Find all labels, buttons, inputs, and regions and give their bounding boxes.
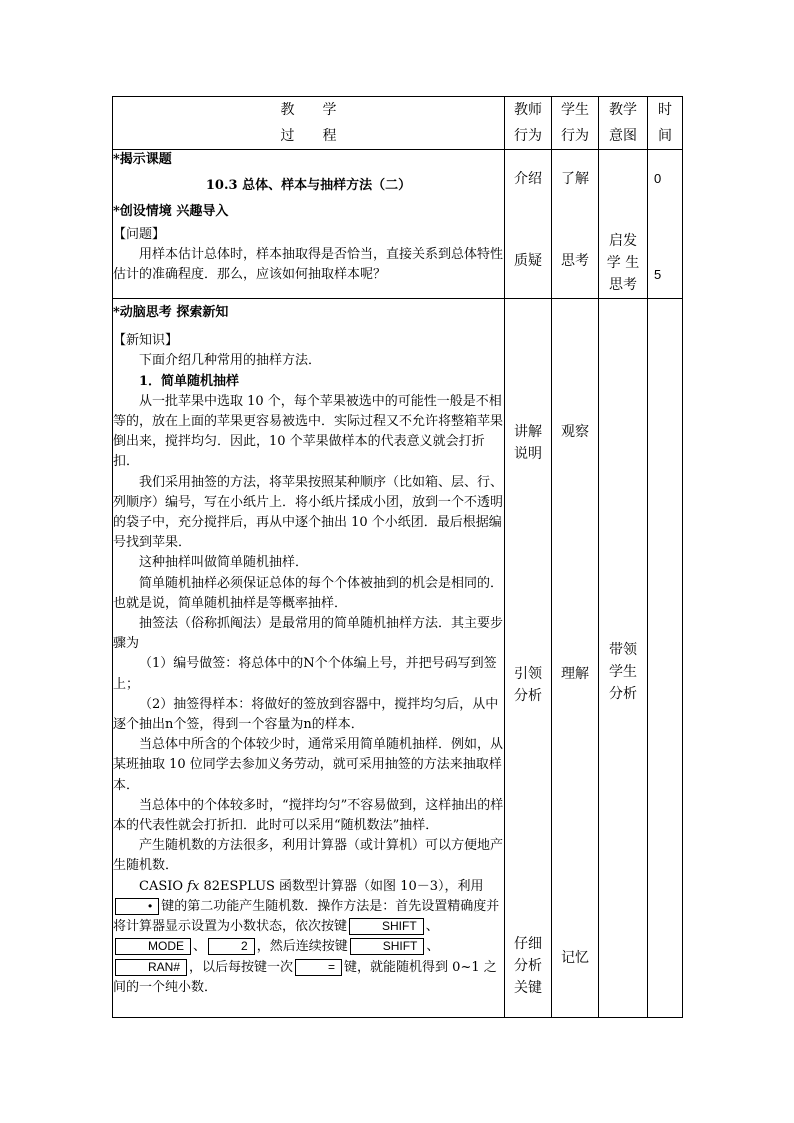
tag-explore: *动脑思考 探索新知 bbox=[113, 305, 229, 320]
teacher-question: 质疑 bbox=[514, 253, 542, 269]
calc-fx: fx bbox=[187, 878, 200, 894]
header-intent-l2: 意图 bbox=[609, 128, 637, 144]
tag-scenario: *创设情境 兴趣导入 bbox=[113, 204, 229, 220]
teacher-analyze-2: 分析 bbox=[514, 958, 542, 974]
intent-students: 学 生 bbox=[606, 255, 640, 271]
lesson-title: 10.3 总体、样本与抽样方法（二） bbox=[205, 178, 412, 194]
intro-time bbox=[648, 150, 683, 299]
calc-text-a: CASIO bbox=[139, 878, 188, 894]
para-calculator bbox=[113, 877, 504, 998]
new-time bbox=[648, 299, 683, 1018]
sep-2: 、 bbox=[193, 939, 207, 955]
calc-text-f: ，以后每按键一次 bbox=[189, 959, 294, 975]
intro-intent bbox=[599, 150, 648, 299]
teacher-key: 关键 bbox=[514, 980, 542, 996]
header-intent-l1: 教学 bbox=[609, 102, 637, 118]
intro-content bbox=[113, 150, 505, 299]
key-shift-1: SHIFT bbox=[349, 918, 424, 935]
new-knowledge-content bbox=[113, 299, 505, 1018]
teacher-careful: 仔细 bbox=[514, 936, 542, 952]
header-student-l2: 行为 bbox=[561, 128, 589, 144]
para-random-numbers: 产生随机数的方法很多，利用计算器（或计算机）可以方便地产生随机数． bbox=[113, 838, 504, 874]
new-student bbox=[552, 299, 599, 1018]
para-equal-prob: 简单随机抽样必须保证总体的每个个体被抽到的机会是相同的．也就是说，简单随机抽样是等概率抽样． bbox=[113, 575, 504, 611]
question-text: 用样本估计总体时，样本抽取得是否恰当，直接关系到总体特性估计的准确程度．那么，应该如何抽取样本呢？ bbox=[113, 246, 504, 283]
calc-text-d: 键的第二功能产生随机数．操作方法是：首先设置精确度并将计算器显示设置为小数状态，依次按键 bbox=[113, 898, 500, 935]
section-new-knowledge-row bbox=[113, 299, 683, 1018]
para-lottery: 我们采用抽签的方法，将苹果按照某种顺序（比如箱、层、行、列顺序）编号，写在小纸片上．将小纸片揉成小团，放到一个不透明的袋子中，充分搅拌后，再从中逐个抽出 10 个小纸团．最后根据编号找到苹果． bbox=[113, 474, 504, 551]
student-think: 思考 bbox=[561, 253, 589, 269]
student-comprehend: 理解 bbox=[561, 666, 589, 682]
header-student-l1: 学生 bbox=[561, 102, 589, 118]
new-knowledge-label: 【新知识】 bbox=[113, 333, 179, 349]
teacher-introduce: 介绍 bbox=[514, 171, 542, 187]
teacher-guide: 引领 bbox=[514, 666, 542, 682]
student-understand: 了解 bbox=[561, 171, 589, 187]
para-intro: 下面介绍几种常用的抽样方法． bbox=[139, 353, 322, 369]
intent-think: 思考 bbox=[609, 277, 637, 293]
new-teacher bbox=[505, 299, 552, 1018]
header-student-behavior bbox=[552, 97, 599, 150]
calc-text-e: ，然后连续按键 bbox=[256, 939, 348, 955]
header-teacher-behavior bbox=[505, 97, 552, 150]
time-5: 5 bbox=[654, 267, 662, 282]
intent-analyze: 分析 bbox=[609, 686, 637, 702]
para-few-individuals: 当总体中所含的个体较少时，通常采用简单随机抽样．例如，从某班抽取 10 位同学去参加义务劳动，就可采用抽签的方法来抽取样本． bbox=[113, 737, 504, 793]
sep-1: 、 bbox=[425, 919, 439, 935]
para-apples: 从一批苹果中选取 10 个，每个苹果被选中的可能性一般是不相等的，放在上面的苹果更容易被选中．实际过程又不允许将整箱苹果倒出来，搅拌均匀．因此，10 个苹果做样本的代表意义就会打折扣． bbox=[113, 393, 504, 470]
intro-teacher bbox=[505, 150, 552, 299]
header-teaching-intent bbox=[599, 97, 648, 150]
section-intro-row bbox=[113, 150, 683, 299]
teacher-illustrate: 说明 bbox=[514, 446, 542, 462]
para-lottery-method: 抽签法（俗称抓阄法）是最常用的简单随机抽样方法．其主要步骤为 bbox=[113, 616, 504, 652]
para-step2: （2）抽签得样本：将做好的签放到容器中，搅拌均匀后，从中逐个抽出n个签，得到一个容量为n的样本． bbox=[113, 696, 499, 733]
key-mode: MODE bbox=[115, 938, 191, 955]
tag-reveal-topic: *揭示课题 bbox=[113, 152, 172, 167]
header-time bbox=[648, 97, 683, 150]
calc-text-c: 82ESPLUS 函数型计算器（如图 10－3），利用 bbox=[199, 878, 484, 894]
key-ran: RAN# bbox=[115, 959, 187, 976]
student-memorize: 记忆 bbox=[561, 950, 589, 966]
calc-text-g: 键，就能随机得到 0~1 之间的一个纯小数． bbox=[113, 959, 497, 995]
intro-student bbox=[552, 150, 599, 299]
header-teaching-process bbox=[113, 97, 505, 150]
heading-simple-random: 1．简单随机抽样 bbox=[139, 373, 240, 389]
question-label: 【问题】 bbox=[113, 226, 166, 242]
new-intent bbox=[599, 299, 648, 1018]
header-line-2: 过 程 bbox=[280, 128, 337, 144]
header-teacher-l1: 教师 bbox=[514, 102, 542, 118]
teacher-analyze: 分析 bbox=[514, 688, 542, 704]
header-line-1: 教 学 bbox=[280, 102, 337, 118]
intent-lead: 带领 bbox=[609, 642, 637, 658]
header-row bbox=[113, 97, 683, 150]
intent-inspire: 启发 bbox=[609, 233, 637, 249]
time-0: 0 bbox=[654, 171, 662, 186]
key-equals: = bbox=[295, 959, 342, 976]
student-observe: 观察 bbox=[561, 424, 589, 440]
header-time-l1: 时 bbox=[658, 102, 672, 118]
key-shift-2: SHIFT bbox=[350, 938, 425, 955]
header-time-l2: 间 bbox=[658, 128, 672, 144]
para-definition: 这种抽样叫做简单随机抽样． bbox=[139, 555, 309, 571]
sep-3: 、 bbox=[426, 939, 440, 955]
para-step1: （1）编号做签：将总体中的N个个体编上号，并把号码写到签上； bbox=[113, 656, 497, 692]
intent-students-2: 学生 bbox=[609, 664, 637, 680]
lesson-plan-table bbox=[112, 96, 683, 1018]
key-2: 2 bbox=[208, 938, 255, 955]
teacher-explain: 讲解 bbox=[514, 424, 542, 440]
header-teacher-l2: 行为 bbox=[514, 128, 542, 144]
para-many-individuals: 当总体中的个体较多时，“搅拌均匀”不容易做到，这样抽出的样本的代表性就会打折扣．此时可以采用“随机数法”抽样． bbox=[113, 797, 504, 834]
key-dot: • bbox=[115, 898, 159, 915]
